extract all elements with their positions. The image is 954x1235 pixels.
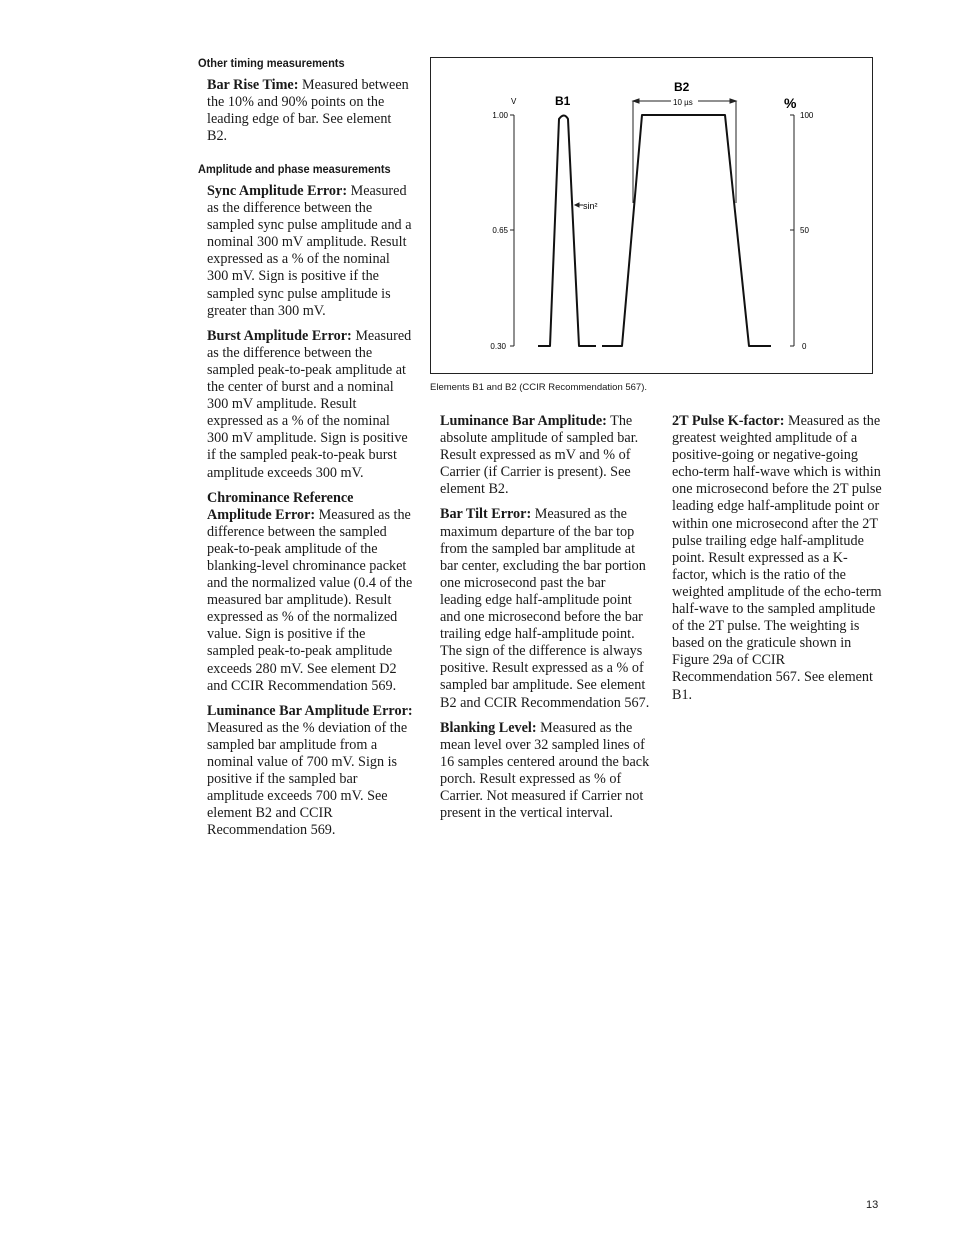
definition: Measured as the difference between the sampled peak-to-peak amplitude of the blanking-level chrominance packet and the normalized value (0.4 of the measured bar amplitude). Result expressed as % of the normalized value. Sign is positive if the sampled peak-to-peak amplitude exceeds 280 mV. See element D2 and CCIR Recommendation 569. bbox=[207, 506, 413, 694]
tick-label: 100 bbox=[800, 111, 814, 120]
term: Burst Amplitude Error: bbox=[207, 327, 352, 344]
tick-label: 0 bbox=[802, 342, 807, 351]
sin-label: sin² bbox=[583, 201, 598, 211]
definition: Measured as the difference between the sampled peak-to-peak amplitude at the center of burst and a nominal 300 mV amplitude. Result expressed as a % of the nominal 300 mV amplitude. Sign is positive if the sampled peak-to-peak burst amplitude exceeds 300 mV. bbox=[207, 327, 412, 481]
b1-pulse-trace bbox=[538, 116, 596, 347]
column-timing bbox=[207, 77, 413, 153]
term: Blanking Level: bbox=[440, 719, 537, 736]
definition: Measured as the maximum departure of the bar top from the sampled bar amplitude at bar center, excluding the bar portion one microsecond past the bar leading edge half-amplitude point and one microsecond before the bar trailing edge half-amplitude point. The sign of the difference is always positive. Result expressed as a % of sampled bar amplitude. See element B2 and CCIR Recommendation 567. bbox=[440, 506, 650, 711]
term: Luminance Bar Amplitude Error: bbox=[207, 702, 413, 719]
b2-bar-trace bbox=[602, 115, 771, 346]
definition: Measured as the % deviation of the sampled bar amplitude from a nominal value of 700 mV. Sign is positive if the sampled bar amplitude exceeds 700 mV. See element B2 and CCIR Recommendation 569. bbox=[207, 719, 408, 839]
duration-label: 10 µs bbox=[673, 98, 693, 107]
definition-paragraph bbox=[207, 490, 413, 695]
term: 2T Pulse K-factor: bbox=[672, 413, 785, 429]
term: Chrominance Reference Amplitude Error: bbox=[207, 489, 354, 523]
definition-paragraph bbox=[440, 720, 650, 823]
definition-paragraph bbox=[207, 703, 413, 840]
figure-caption: Elements B1 and B2 (CCIR Recommendation 567). bbox=[430, 382, 648, 393]
column-2 bbox=[440, 413, 650, 830]
b2-label: B2 bbox=[674, 80, 690, 94]
definition-paragraph bbox=[440, 413, 650, 498]
tick-label: 1.00 bbox=[492, 111, 508, 120]
definition: The absolute amplitude of sampled bar. Result expressed as mV and % of Carrier (if Carrier is present). See element B2. bbox=[440, 413, 639, 498]
definition-paragraph bbox=[440, 506, 650, 711]
left-axis bbox=[510, 115, 514, 346]
tick-label: 0.65 bbox=[492, 226, 508, 235]
left-unit: V bbox=[511, 97, 517, 106]
tick-label: 0.30 bbox=[490, 342, 506, 351]
definition: Measured between the 10% and 90% points on the leading edge of bar. See element B2. bbox=[207, 77, 409, 145]
column-3 bbox=[672, 413, 882, 712]
definition-paragraph bbox=[207, 328, 413, 482]
definition-paragraph bbox=[672, 413, 882, 704]
tick-label: 50 bbox=[800, 226, 809, 235]
right-axis bbox=[790, 115, 794, 346]
b1-label: B1 bbox=[555, 94, 571, 108]
right-unit: % bbox=[784, 95, 797, 111]
term: Luminance Bar Amplitude: bbox=[440, 413, 607, 429]
definition: Measured as the difference between the sampled sync pulse amplitude and a nominal 300 mV amplitude. Result expressed as a % of the nominal 300 mV. Sign is positive if the sampled sync pulse amplitude is greater than 300 mV. bbox=[207, 183, 412, 319]
duration-marker bbox=[633, 101, 736, 203]
page-number: 13 bbox=[866, 1199, 879, 1211]
definition-paragraph bbox=[207, 77, 413, 145]
heading-amplitude: Amplitude and phase measurements bbox=[198, 162, 391, 176]
term: Sync Amplitude Error: bbox=[207, 183, 348, 199]
figure-b1-b2 bbox=[430, 57, 873, 374]
term: Bar Tilt Error: bbox=[440, 506, 532, 523]
definition: Measured as the mean level over 32 sampled lines of 16 samples centered around the back porch. Result expressed as % of Carrier. Not measured if Carrier not present in the vertical interval. bbox=[440, 719, 650, 822]
column-1 bbox=[207, 183, 413, 847]
heading-timing: Other timing measurements bbox=[198, 56, 345, 70]
definition: Measured as the greatest weighted amplitude of a positive-going or negative-going echo-term half-wave which is within one microsecond before the 2T pulse leading edge half-amplitude point or within one microsecond after the 2T pulse trailing edge half-amplitude point. Result expressed as a K-factor, which is the ratio of the weighted amplitude of the echo-term half-wave to the sampled amplitude of the 2T pulse. The weighting is based on the graticule shown in Figure 29a of CCIR Recommendation 567. See element B1. bbox=[672, 413, 882, 703]
definition-paragraph bbox=[207, 183, 413, 320]
term: Bar Rise Time: bbox=[207, 77, 299, 93]
